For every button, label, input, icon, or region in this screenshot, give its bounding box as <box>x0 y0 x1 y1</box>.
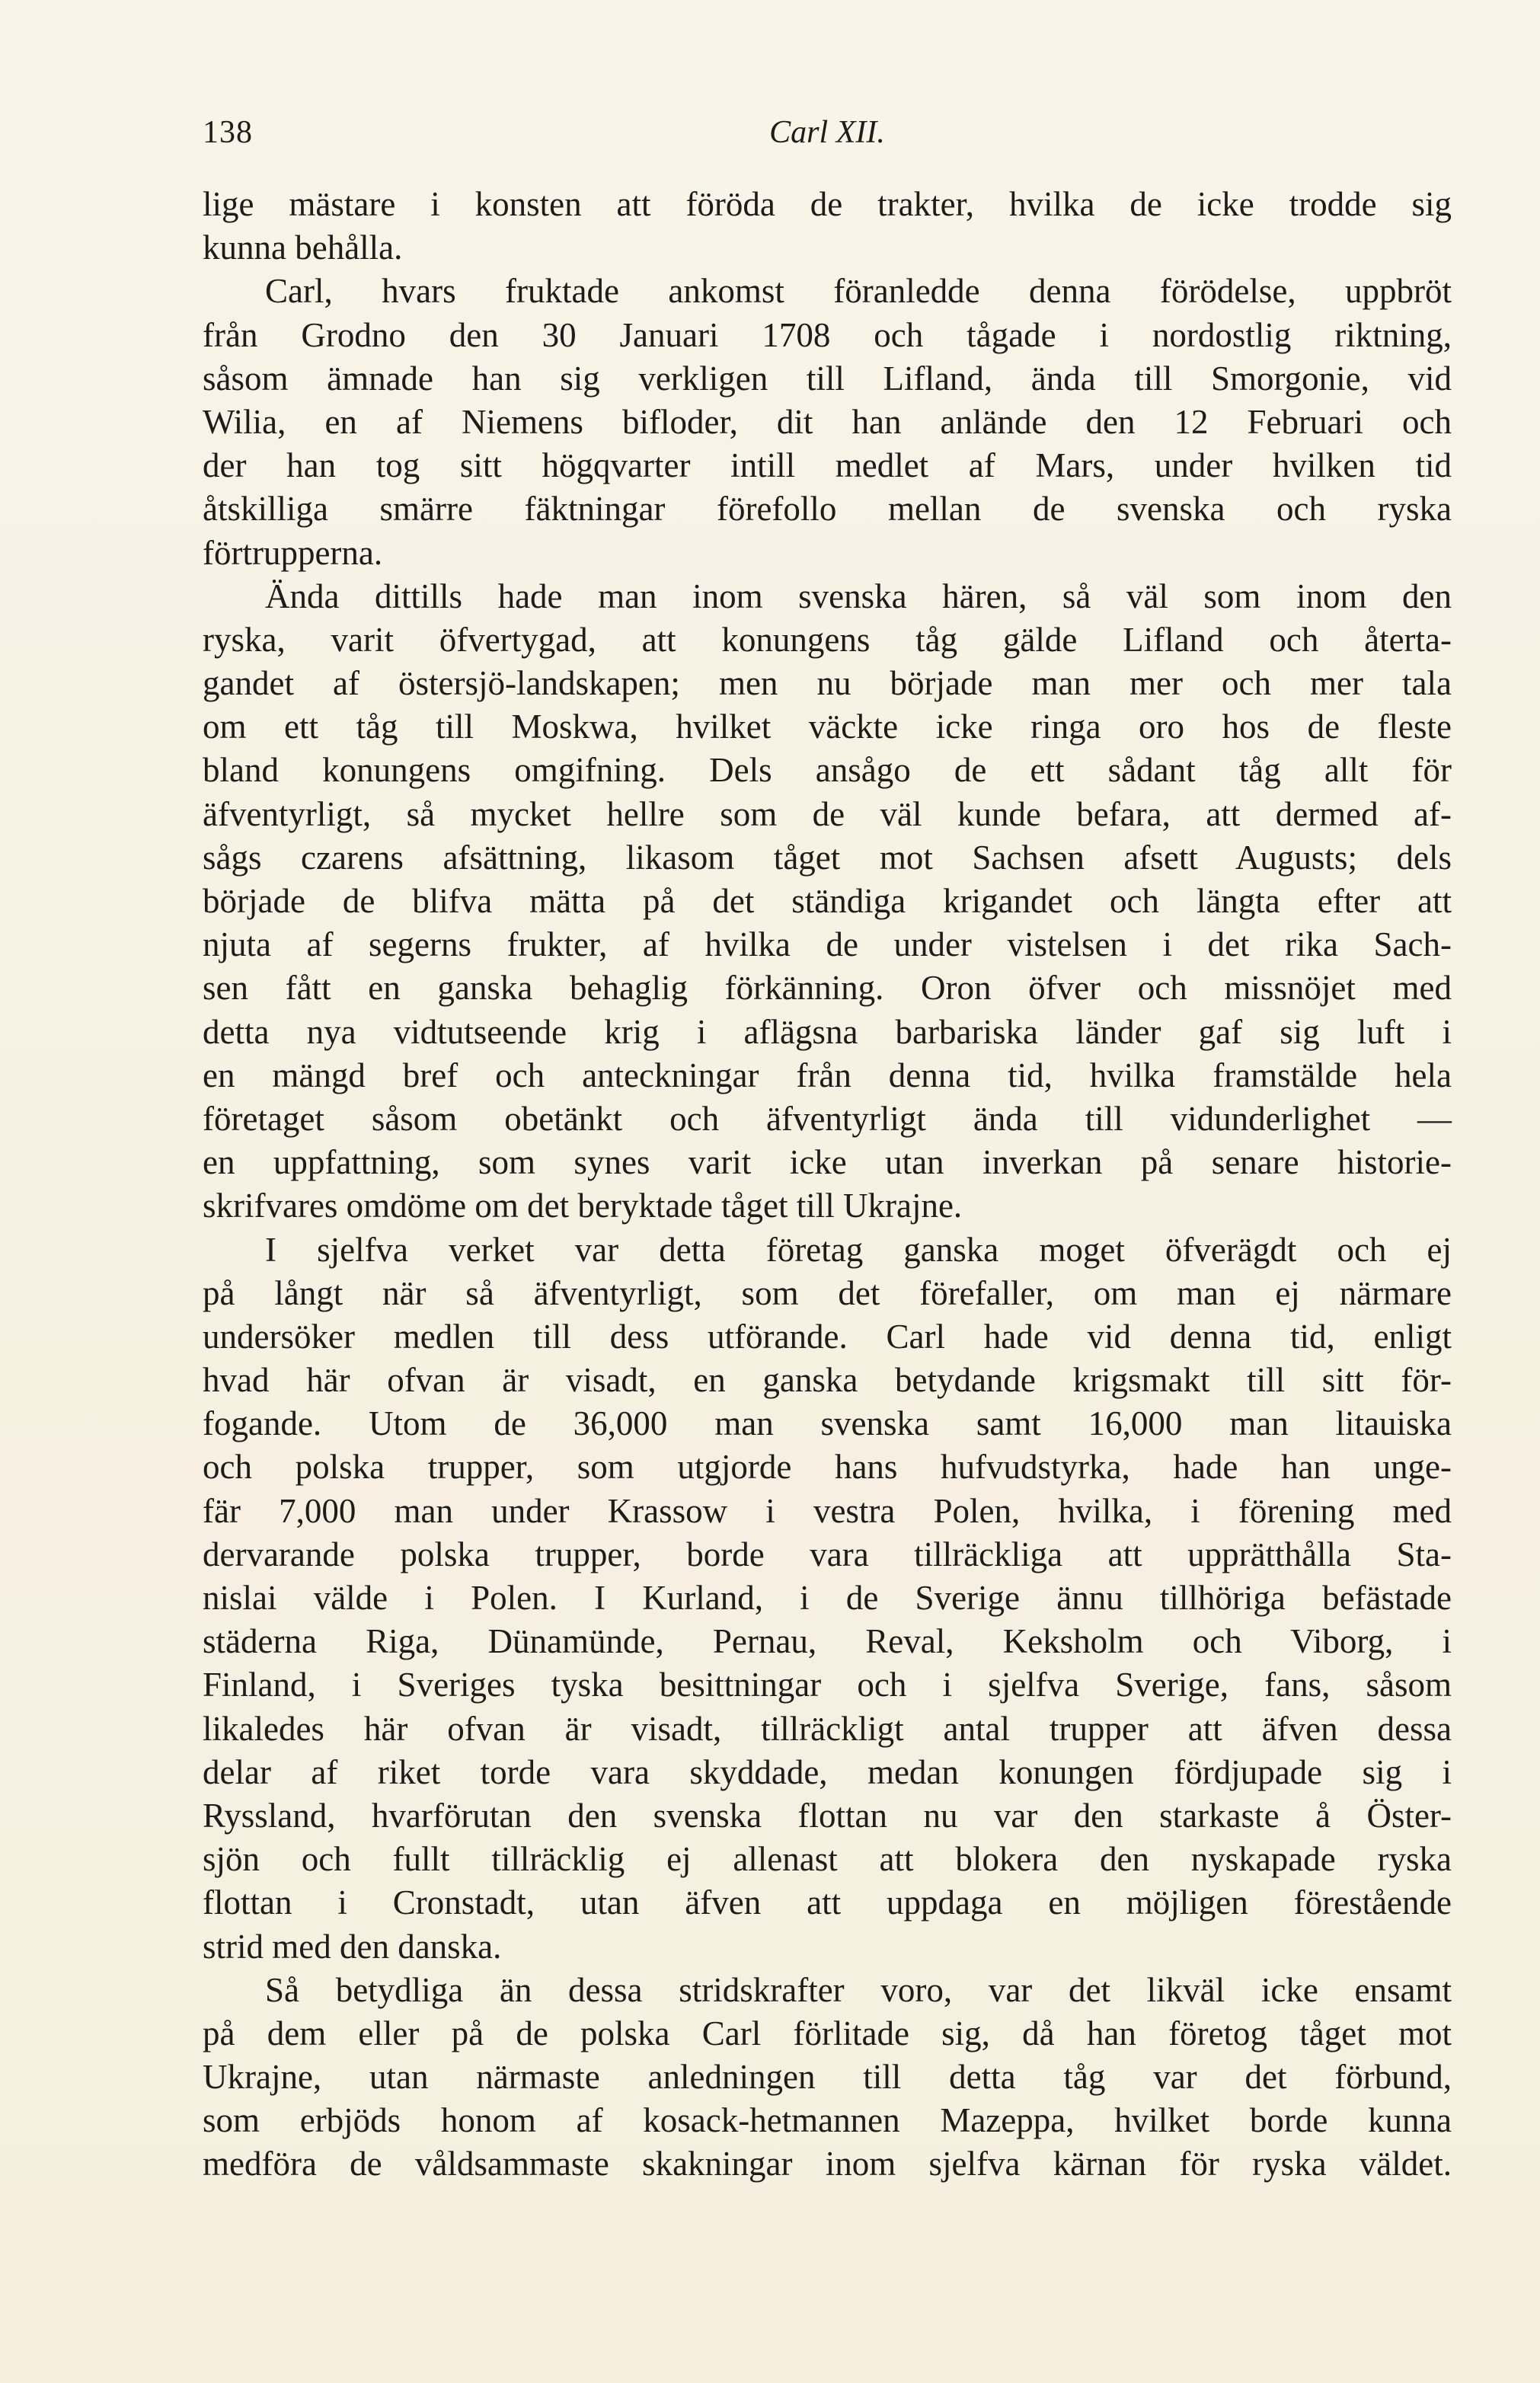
text-line: sågs czarens afsättning, likasom tåget mot Sachsen afsett Augusts; dels <box>203 838 1452 877</box>
page-number: 138 <box>203 115 253 150</box>
text-line: som erbjöds honom af kosack-hetmannen Mazeppa, hvilket borde kunna <box>203 2101 1452 2140</box>
text-line: Carl, hvars fruktade ankomst föranledde denna förödelse, uppbröt <box>265 272 1452 311</box>
text-line: på långt när så äfventyrligt, som det förefaller, om man ej närmare <box>203 1273 1452 1312</box>
text-line: Finland, i Sveriges tyska besittningar och i sjelfva Sverige, fans, såsom <box>203 1666 1452 1704</box>
text-line: och polska trupper, som utgjorde hans hufvudstyrka, hade han unge- <box>203 1448 1452 1487</box>
text-line: förtrupperna. <box>203 533 383 572</box>
text-line: började de blifva mätta på det ständiga krigandet och längta efter att <box>203 882 1452 920</box>
text-line: flottan i Cronstadt, utan äfven att uppdaga en möjligen förestående <box>203 1883 1452 1922</box>
text-line: skrifvares omdöme om det beryktade tåget till Ukrajne. <box>203 1187 963 1225</box>
text-line: en uppfattning, som synes varit icke utan inverkan på senare historie- <box>203 1143 1452 1182</box>
text-line: på dem eller på de polska Carl förlitade sig, då han företog tåget mot <box>203 2014 1452 2052</box>
text-line: fär 7,000 man under Krassow i vestra Polen, hvilka, i förening med <box>203 1491 1452 1530</box>
text-line: om ett tåg till Moskwa, hvilket väckte icke ringa oro hos de fleste <box>203 708 1452 746</box>
text-line: medföra de våldsammaste skakningar inom sjelfva kärnan för ryska väldet. <box>203 2145 1452 2183</box>
text-line: från Grodno den 30 Januari 1708 och tågade i nordostlig riktning, <box>203 315 1452 354</box>
text-line: ryska, varit öfvertygad, att konungens tåg gälde Lifland och återta- <box>203 620 1452 659</box>
text-line: delar af riket torde vara skyddade, medan konungen fördjupade sig i <box>203 1752 1452 1791</box>
text-line: bland konungens omgifning. Dels ansågo de ett sådant tåg allt för <box>203 751 1452 790</box>
text-line: detta nya vidtutseende krig i aflägsna barbariska länder gaf sig luft i <box>203 1012 1452 1051</box>
text-line: Ända dittills hade man inom svenska hären, så väl som inom den <box>265 577 1452 615</box>
text-line: dervarande polska trupper, borde vara tillräckliga att upprätthålla Sta- <box>203 1535 1452 1573</box>
text-line: undersöker medlen till dess utförande. Carl hade vid denna tid, enligt <box>203 1317 1452 1356</box>
text-line: äfventyrligt, så mycket hellre som de väl kunde befara, att dermed af- <box>203 794 1452 833</box>
text-line: Så betydliga än dessa stridskrafter voro, var det likväl icke ensamt <box>265 1970 1452 2009</box>
text-line: en mängd bref och anteckningar från denna tid, hvilka framstälde hela <box>203 1056 1452 1094</box>
text-line: företaget såsom obetänkt och äfventyrligt ända till vidunderlighet — <box>203 1099 1452 1138</box>
text-line: Ryssland, hvarförutan den svenska flottan nu var den starkaste å Öster- <box>203 1796 1452 1835</box>
text-line: hvad här ofvan är visadt, en ganska betydande krigsmakt till sitt för- <box>203 1361 1452 1400</box>
text-line: sen fått en ganska behaglig förkänning. Oron öfver och missnöjet med <box>203 969 1452 1008</box>
page-header <box>203 114 1452 160</box>
running-title: Carl XII. <box>769 115 885 150</box>
text-line: sjön och fullt tillräcklig ej allenast att blokera den nyskapade ryska <box>203 1840 1452 1879</box>
text-line: kunna behålla. <box>203 228 403 267</box>
text-line: fogande. Utom de 36,000 man svenska samt 16,000 man litauiska <box>203 1404 1452 1443</box>
text-line: njuta af segerns frukter, af hvilka de under vistelsen i det rika Sach- <box>203 925 1452 964</box>
text-line: åtskilliga smärre fäktningar förefollo mellan de svenska och ryska <box>203 490 1452 529</box>
text-line: städerna Riga, Dünamünde, Pernau, Reval, Keksholm och Viborg, i <box>203 1622 1452 1661</box>
text-line: lige mästare i konsten att föröda de trakter, hvilka de icke trodde sig <box>203 185 1452 223</box>
text-line: likaledes här ofvan är visadt, tillräckligt antal trupper att äfven dessa <box>203 1709 1452 1748</box>
text-line: såsom ämnade han sig verkligen till Lifland, ända till Smorgonie, vid <box>203 359 1452 398</box>
text-line: strid med den danska. <box>203 1927 502 1966</box>
body-text <box>203 183 1452 2187</box>
text-line: der han tog sitt högqvarter intill medlet af Mars, under hvilken tid <box>203 446 1452 485</box>
text-line: nislai välde i Polen. I Kurland, i de Sverige ännu tillhöriga befästade <box>203 1579 1452 1617</box>
text-line: gandet af östersjö-landskapen; men nu började man mer och mer tala <box>203 664 1452 703</box>
text-line: Wilia, en af Niemens bifloder, dit han anlände den 12 Februari och <box>203 402 1452 441</box>
text-line: I sjelfva verket var detta företag ganska moget öfverägdt och ej <box>265 1230 1452 1269</box>
text-line: Ukrajne, utan närmaste anledningen till detta tåg var det förbund, <box>203 2058 1452 2097</box>
